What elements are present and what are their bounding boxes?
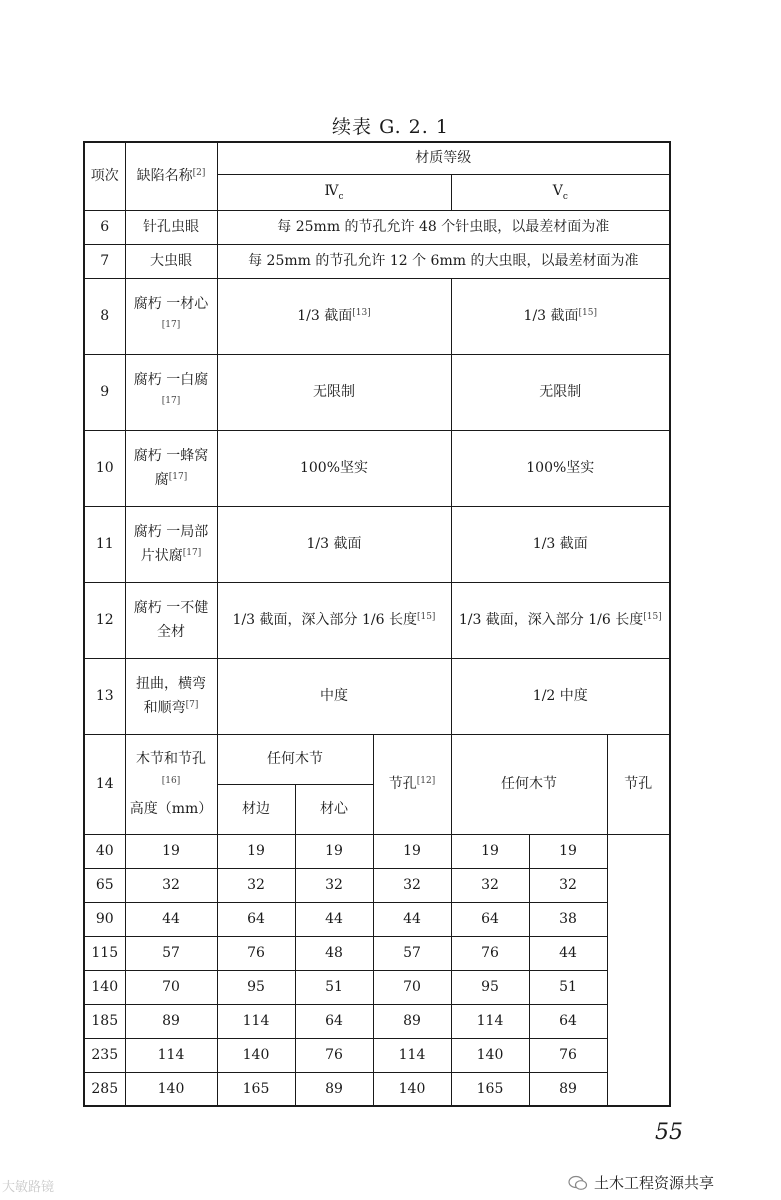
- header-grade: 材质等级: [217, 142, 670, 174]
- iv-hole: 19: [295, 834, 373, 868]
- grade-v-value: 1/3 截面[15]: [451, 278, 670, 354]
- iv-edge: 70: [125, 970, 217, 1004]
- row-index: 12: [84, 582, 125, 658]
- iv-edge: 57: [125, 936, 217, 970]
- grade-iv-value: 1/3 截面: [217, 506, 451, 582]
- iv-hole: 76: [295, 1038, 373, 1072]
- table-row: [84, 278, 670, 354]
- defect-name: 腐朽 一局部片状腐[17]: [125, 506, 217, 582]
- watermark-right: [568, 1172, 714, 1193]
- row-index: 9: [84, 354, 125, 430]
- v-edge: 89: [373, 1004, 451, 1038]
- iv-center: 95: [217, 970, 295, 1004]
- row-index: 14: [84, 734, 125, 834]
- v-hole: 51: [529, 970, 607, 1004]
- iv-center: 165: [217, 1072, 295, 1106]
- grade-v-value: 1/3 截面，深入部分 1/6 长度[15]: [451, 582, 670, 658]
- table-row: [84, 1038, 670, 1072]
- any-knot-v: 任何木节: [451, 734, 607, 834]
- v-center: 64: [451, 902, 529, 936]
- iv-edge: 32: [125, 868, 217, 902]
- page-number: 55: [655, 1120, 683, 1145]
- v-hole: 19: [529, 834, 607, 868]
- table-row: [84, 244, 670, 278]
- knot-height: 235: [84, 1038, 125, 1072]
- v-edge: 114: [373, 1038, 451, 1072]
- table-title: 续表 G. 2. 1: [332, 116, 449, 138]
- table-row: [84, 1004, 670, 1038]
- grade-iv-value: 1/3 截面[13]: [217, 278, 451, 354]
- grade-v-value: 1/3 截面: [451, 506, 670, 582]
- grade-v-value: 无限制: [451, 354, 670, 430]
- table-row: [84, 658, 670, 734]
- iv-edge: 44: [125, 902, 217, 936]
- iv-center: 114: [217, 1004, 295, 1038]
- knot-hole-v: 节孔: [607, 734, 670, 834]
- watermark-left: 大敏路镜: [2, 1180, 55, 1195]
- grade-iv-value: 100%坚实: [217, 430, 451, 506]
- knot-height: 140: [84, 970, 125, 1004]
- row-index: 7: [84, 244, 125, 278]
- wechat-icon: [568, 1175, 588, 1191]
- knot-hole-iv: 节孔[12]: [373, 734, 451, 834]
- header-defect: 缺陷名称[2]: [125, 142, 217, 210]
- v-hole: 89: [529, 1072, 607, 1106]
- table-row: [84, 868, 670, 902]
- iv-hole: 51: [295, 970, 373, 1004]
- defect-name: 腐朽 一蜂窝腐[17]: [125, 430, 217, 506]
- header-index: 项次: [84, 142, 125, 210]
- table-row: [84, 1072, 670, 1106]
- v-center: 32: [451, 868, 529, 902]
- grade-v-value: 100%坚实: [451, 430, 670, 506]
- grade-iv-value: 中度: [217, 658, 451, 734]
- grade-iv-value: 无限制: [217, 354, 451, 430]
- defect-name: 腐朽 一材心[17]: [125, 278, 217, 354]
- grade-iv-value: 1/3 截面，深入部分 1/6 长度[15]: [217, 582, 451, 658]
- defect-name: 针孔虫眼: [125, 210, 217, 244]
- center-header: 材心: [295, 784, 373, 834]
- table-row: [84, 210, 670, 244]
- iv-edge: 140: [125, 1072, 217, 1106]
- requirement: 每 25mm 的节孔允许 12 个 6mm 的大虫眼，以最差材面为准: [217, 244, 670, 278]
- iv-hole: 89: [295, 1072, 373, 1106]
- iv-hole: 32: [295, 868, 373, 902]
- table-row: [84, 902, 670, 936]
- v-edge: 70: [373, 970, 451, 1004]
- v-hole: 64: [529, 1004, 607, 1038]
- table-row: [84, 354, 670, 430]
- v-edge: 32: [373, 868, 451, 902]
- iv-center: 140: [217, 1038, 295, 1072]
- v-center: 76: [451, 936, 529, 970]
- knot-height: 40: [84, 834, 125, 868]
- header-grade-iv: $Ⅳ_c$: [217, 174, 451, 210]
- v-edge: 19: [373, 834, 451, 868]
- iv-hole: 44: [295, 902, 373, 936]
- iv-hole: 64: [295, 1004, 373, 1038]
- v-hole: 32: [529, 868, 607, 902]
- defect-table: [83, 141, 671, 1107]
- v-center: 19: [451, 834, 529, 868]
- v-hole: 44: [529, 936, 607, 970]
- defect-name: 腐朽 一不健全材: [125, 582, 217, 658]
- defect-name: 扭曲，横弯和顺弯[7]: [125, 658, 217, 734]
- table-row: [84, 936, 670, 970]
- v-edge: 44: [373, 902, 451, 936]
- grade-v-value: 1/2 中度: [451, 658, 670, 734]
- any-knot-iv: 任何木节: [217, 734, 373, 784]
- knot-height: 65: [84, 868, 125, 902]
- v-center: 114: [451, 1004, 529, 1038]
- row-index: 13: [84, 658, 125, 734]
- v-center: 165: [451, 1072, 529, 1106]
- iv-edge: 114: [125, 1038, 217, 1072]
- edge-header: 材边: [217, 784, 295, 834]
- requirement: 每 25mm 的节孔允许 48 个针虫眼，以最差材面为准: [217, 210, 670, 244]
- knot-height: 90: [84, 902, 125, 936]
- row-index: 10: [84, 430, 125, 506]
- knot-height: 115: [84, 936, 125, 970]
- table-row: [84, 970, 670, 1004]
- iv-center: 64: [217, 902, 295, 936]
- row-index: 11: [84, 506, 125, 582]
- table-row: [84, 582, 670, 658]
- iv-hole: 48: [295, 936, 373, 970]
- table-row: [84, 834, 670, 868]
- knot-height: 285: [84, 1072, 125, 1106]
- iv-edge: 19: [125, 834, 217, 868]
- v-hole: 38: [529, 902, 607, 936]
- v-hole: 76: [529, 1038, 607, 1072]
- iv-edge: 89: [125, 1004, 217, 1038]
- row-index: 8: [84, 278, 125, 354]
- v-center: 140: [451, 1038, 529, 1072]
- knot-size-header: 木节和节孔[16] 高度（mm）: [125, 734, 217, 834]
- iv-center: 76: [217, 936, 295, 970]
- v-edge: 57: [373, 936, 451, 970]
- table-row: [84, 430, 670, 506]
- defect-name: 大虫眼: [125, 244, 217, 278]
- header-grade-v: $Ⅴ_c$: [451, 174, 670, 210]
- iv-center: 32: [217, 868, 295, 902]
- v-edge: 140: [373, 1072, 451, 1106]
- table-row: [84, 506, 670, 582]
- watermark-text: 土木工程资源共享: [594, 1174, 715, 1192]
- defect-name: 腐朽 一白腐[17]: [125, 354, 217, 430]
- knot-height: 185: [84, 1004, 125, 1038]
- row-index: 6: [84, 210, 125, 244]
- iv-center: 19: [217, 834, 295, 868]
- v-center: 95: [451, 970, 529, 1004]
